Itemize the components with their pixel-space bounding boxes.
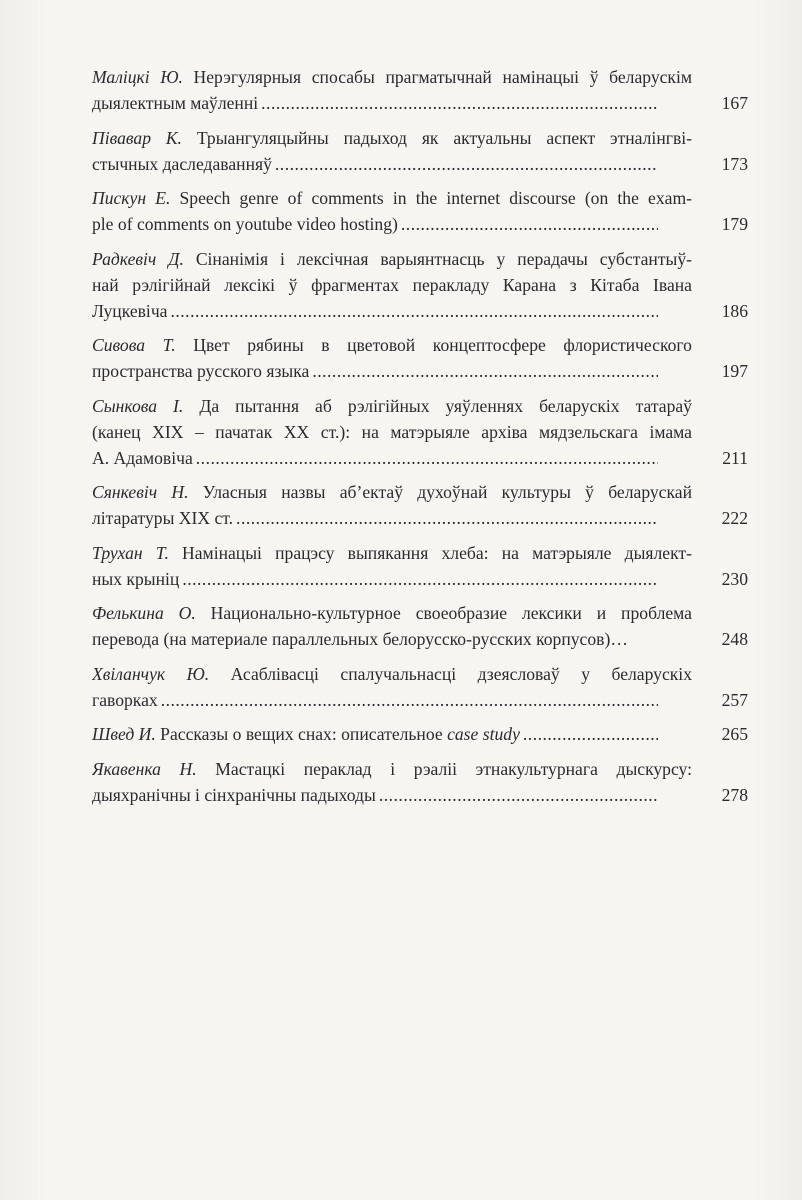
entry-title-last: А. Адамовіча: [92, 447, 193, 468]
toc-entry: [92, 185, 748, 237]
entry-title-line: Уласныя назвы аб’ектаў духоўнай культуры ў беларускай: [202, 482, 692, 502]
toc-entry-last-line: [92, 151, 748, 177]
entry-page-number: 278: [721, 784, 748, 805]
entry-author: Півавар К.: [92, 127, 182, 148]
entry-title-line: най рэлігійнай лексікі ў фрагментах перакладу Карана з Кітаба Івана: [92, 274, 692, 295]
entry-page-number: 230: [721, 568, 748, 589]
entry-author: Сянкевіч Н.: [92, 482, 189, 502]
toc-entry-last-line: [92, 782, 748, 808]
toc-entry: [92, 661, 748, 713]
entry-author: Сивова Т.: [92, 335, 176, 355]
table-of-contents: [92, 64, 748, 816]
entry-author: Якавенка Н.: [92, 758, 197, 779]
toc-entry-line: [92, 332, 692, 358]
entry-title-last: Рассказы о вещих снах: описательное: [160, 724, 443, 744]
toc-entry: [92, 600, 748, 652]
toc-entry-last-line: [92, 687, 748, 713]
toc-entry: [92, 246, 748, 324]
entry-title-line: Да пытання аб рэлігійных уяўленнях беларускіх татараў: [199, 395, 692, 416]
entry-page-number: 257: [721, 689, 748, 710]
toc-entry-last-line: [92, 298, 748, 324]
entry-page-number: 173: [721, 153, 748, 174]
entry-page-number: 211: [722, 447, 748, 468]
entry-author: Швед И.: [92, 724, 156, 744]
dot-leader: [379, 782, 658, 808]
entry-title-last: ных крыніц: [92, 568, 180, 589]
toc-entry-last-line: [92, 626, 748, 652]
entry-title-last: Луцкевіча: [92, 300, 168, 321]
toc-entry: [92, 393, 748, 471]
toc-entry-line: [92, 185, 692, 211]
toc-entry-last-line: [92, 90, 748, 116]
dot-leader: [275, 151, 658, 177]
entry-title-line: (канец XIX – пачатак XX ст.): на матэрыяле архіва мядзельскага імама: [92, 421, 692, 442]
entry-title-line: Асаблівасці спалучальнасці дзеясловаў у беларускіх: [230, 663, 692, 684]
toc-entry: [92, 125, 748, 177]
entry-title-last: перевода (на материале параллельных белорусско-русских корпусов)…: [92, 629, 628, 649]
entry-page-number: 222: [721, 508, 748, 528]
dot-leader: [170, 298, 658, 324]
dot-leader: [312, 358, 658, 384]
toc-entry: [92, 332, 748, 384]
entry-title-line: Нерэгулярныя спосабы прагматычнай намінацыі ў беларускім: [193, 67, 692, 87]
toc-entry: [92, 756, 748, 808]
toc-entry-line: [92, 756, 692, 782]
entry-author: Пискун Е.: [92, 188, 171, 208]
entry-author: Маліцкі Ю.: [92, 67, 183, 87]
toc-entry-last-line: [92, 445, 748, 471]
entry-author: Трухан Т.: [92, 542, 169, 563]
toc-entry-line: [92, 393, 692, 419]
entry-page-number: 179: [721, 214, 748, 234]
toc-entry: [92, 479, 748, 531]
toc-entry: [92, 64, 748, 116]
entry-title-line: Speech genre of comments in the internet discourse (on the exam-: [179, 188, 692, 208]
entry-title-line: Трыангуляцыйны падыход як актуальны аспект этналінгві-: [196, 127, 692, 148]
entry-title-italic: case study: [447, 724, 520, 744]
toc-entry-line: [92, 125, 692, 151]
entry-author: Хвіланчук Ю.: [92, 663, 210, 684]
entry-title-line: Цвет рябины в цветовой концептосфере флористического: [193, 335, 692, 355]
dot-leader: [182, 566, 658, 592]
entry-title-last: пространства русского языка: [92, 361, 310, 381]
entry-page-number: 265: [721, 724, 748, 744]
toc-entry-line: [92, 540, 692, 566]
toc-entry-line: [92, 64, 692, 90]
toc-entry-last-line: [92, 358, 748, 384]
toc-entry-line: [92, 479, 692, 505]
dot-leader: [196, 445, 658, 471]
toc-entry-last-line: [92, 566, 748, 592]
toc-entry-line: [92, 600, 692, 626]
toc-entry-last-line: [92, 211, 748, 237]
entry-page-number: 186: [721, 300, 748, 321]
entry-page-number: 248: [721, 629, 748, 649]
entry-title-line: Сінанімія і лексічная варыянтнасць у перадачы субстантыў-: [195, 248, 692, 269]
entry-title-last: дыяхранічны і сінхранічны падыходы: [92, 784, 376, 805]
entry-title-last: дыялектным маўленні: [92, 93, 259, 113]
toc-entry-last-line: [92, 721, 748, 747]
entry-title-last: ple of comments on youtube video hosting): [92, 214, 398, 234]
entry-title-last: літаратуры XIX ст.: [92, 508, 234, 528]
dot-leader: [261, 90, 658, 116]
dot-leader: [401, 211, 658, 237]
toc-entry: [92, 540, 748, 592]
toc-entry-line: [92, 661, 692, 687]
entry-title-last: стычных даследаванняў: [92, 153, 272, 174]
entry-title-line: Национально-культурное своеобразие лексики и проблема: [210, 603, 692, 623]
entry-page-number: 197: [721, 361, 748, 381]
toc-entry: [92, 721, 748, 747]
dot-leader: [523, 721, 658, 747]
dot-leader: [161, 687, 658, 713]
entry-page-number: 167: [721, 93, 748, 113]
entry-title-last: гаворках: [92, 689, 158, 710]
entry-title-line: Намінацыі працэсу выпякання хлеба: на матэрыяле дыялект-: [182, 542, 692, 563]
entry-title-line: Мастацкі пераклад і рэаліі этнакультурнага дыскурсу:: [215, 758, 692, 779]
entry-author: Радкевіч Д.: [92, 248, 184, 269]
toc-entry-line: [92, 246, 692, 272]
entry-author: Фелькина О.: [92, 603, 196, 623]
toc-entry-last-line: [92, 505, 748, 531]
entry-author: Сынкова І.: [92, 395, 184, 416]
dot-leader: [236, 505, 658, 531]
